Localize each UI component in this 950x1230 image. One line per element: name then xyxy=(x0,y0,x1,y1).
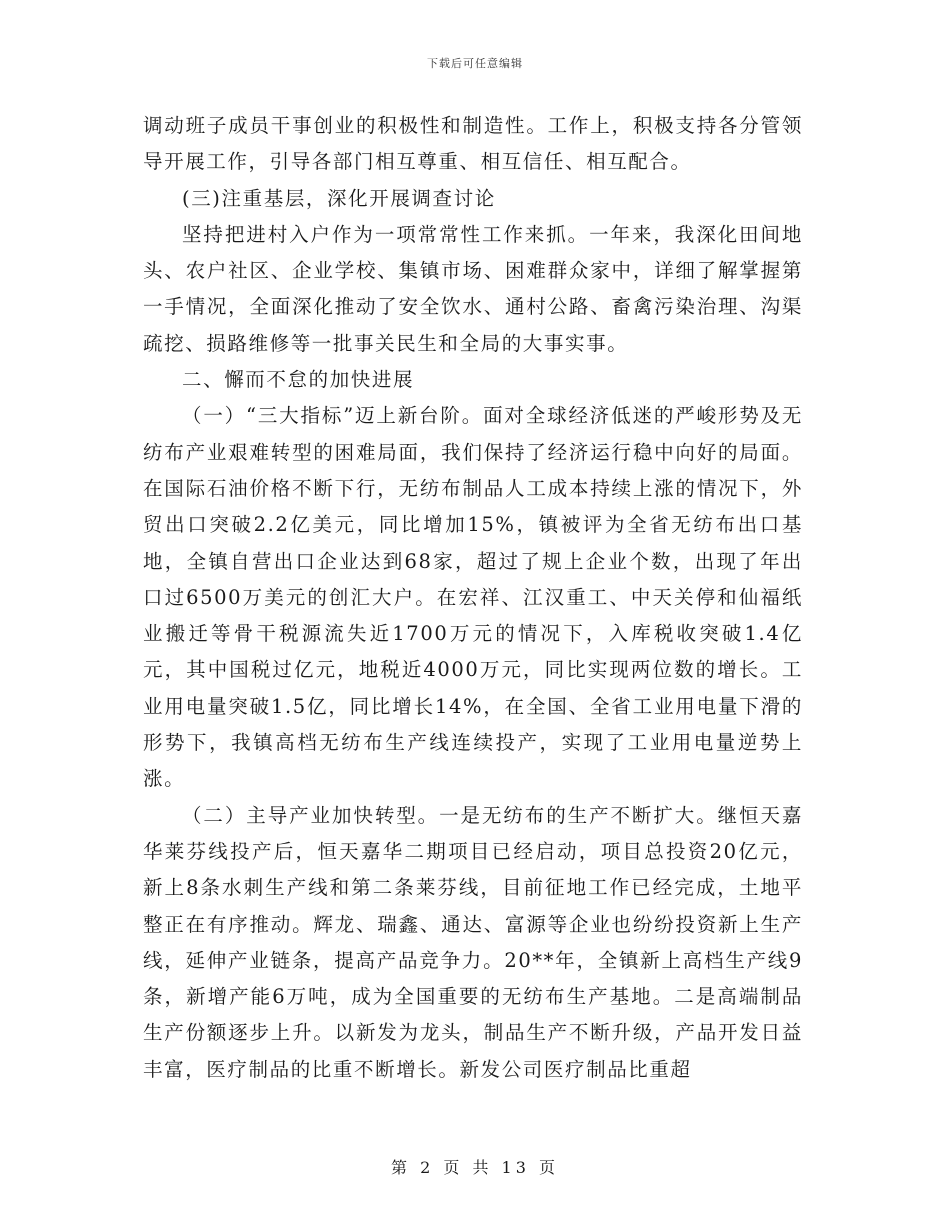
page-footer: 第 2 页 共 13 页 xyxy=(391,1158,559,1177)
paragraph-industry-transformation: （二）主导产业加快转型。一是无纺布的生产不断扩大。继恒天嘉华莱芬线投产后，恒天嘉华二期项目已经启动，项目总投资20亿元，新上8条水刺生产线和第二条莱芬线，目前征地工作已经完成，土地平整正在有序推动。辉龙、瑞鑫、通达、富源等企业也纷纷投资新上生产线，延伸产业链条，提高产品竞争力。20**年，全镇新上高档生产线9条，新增产能6万吨，成为全国重要的无纺布生产基地。二是高端制品生产份额逐步上升。以新发为龙头，制品生产不断升级，产品开发日益丰富，医疗制品的比重不断增长。新发公司医疗制品比重超 xyxy=(143,803,803,1081)
page-header-note: 下载后可任意编辑 xyxy=(427,57,523,70)
paragraph-grassroots: 坚持把进村入户作为一项常常性工作来抓。一年来，我深化田间地头、农户社区、企业学校、集镇市场、困难群众家中，详细了解掌握第一手情况，全面深化推动了安全饮水、通村公路、畜禽污染治理、沟渠疏挖、损路维修等一批事关民生和全局的大事实事。 xyxy=(143,222,803,355)
section-heading-2: 二、懈而不怠的加快进展 xyxy=(182,368,415,392)
paragraph-three-indicators: （一）“三大指标”迈上新台阶。面对全球经济低迷的严峻形势及无纺布产业艰难转型的困难局面，我们保持了经济运行稳中向好的局面。在国际石油价格不断下行，无纺布制品人工成本持续上涨的情况下，外贸出口突破2.2亿美元，同比增加15%，镇被评为全省无纺布出口基地，全镇自营出口企业达到68家，超过了规上企业个数，出现了年出口过6500万美元的创汇大户。在宏祥、江汉重工、中天关停和仙福纸业搬迁等骨干税源流失近1700万元的情况下，入库税收突破1.4亿元，其中国税过亿元，地税近4000万元，同比实现两位数的增长。工业用电量突破1.5亿，同比增长14%，在全国、全省工业用电量下滑的形势下，我镇高档无纺布生产线连续投产，实现了工业用电量逆势上涨。 xyxy=(143,404,803,791)
paragraph-continuation: 调动班子成员干事创业的积极性和制造性。工作上，积极支持各分管领导开展工作，引导各部门相互尊重、相互信任、相互配合。 xyxy=(143,114,803,174)
section-heading-3: (三)注重基层，深化开展调查讨论 xyxy=(182,186,496,210)
document-body xyxy=(143,108,803,1088)
